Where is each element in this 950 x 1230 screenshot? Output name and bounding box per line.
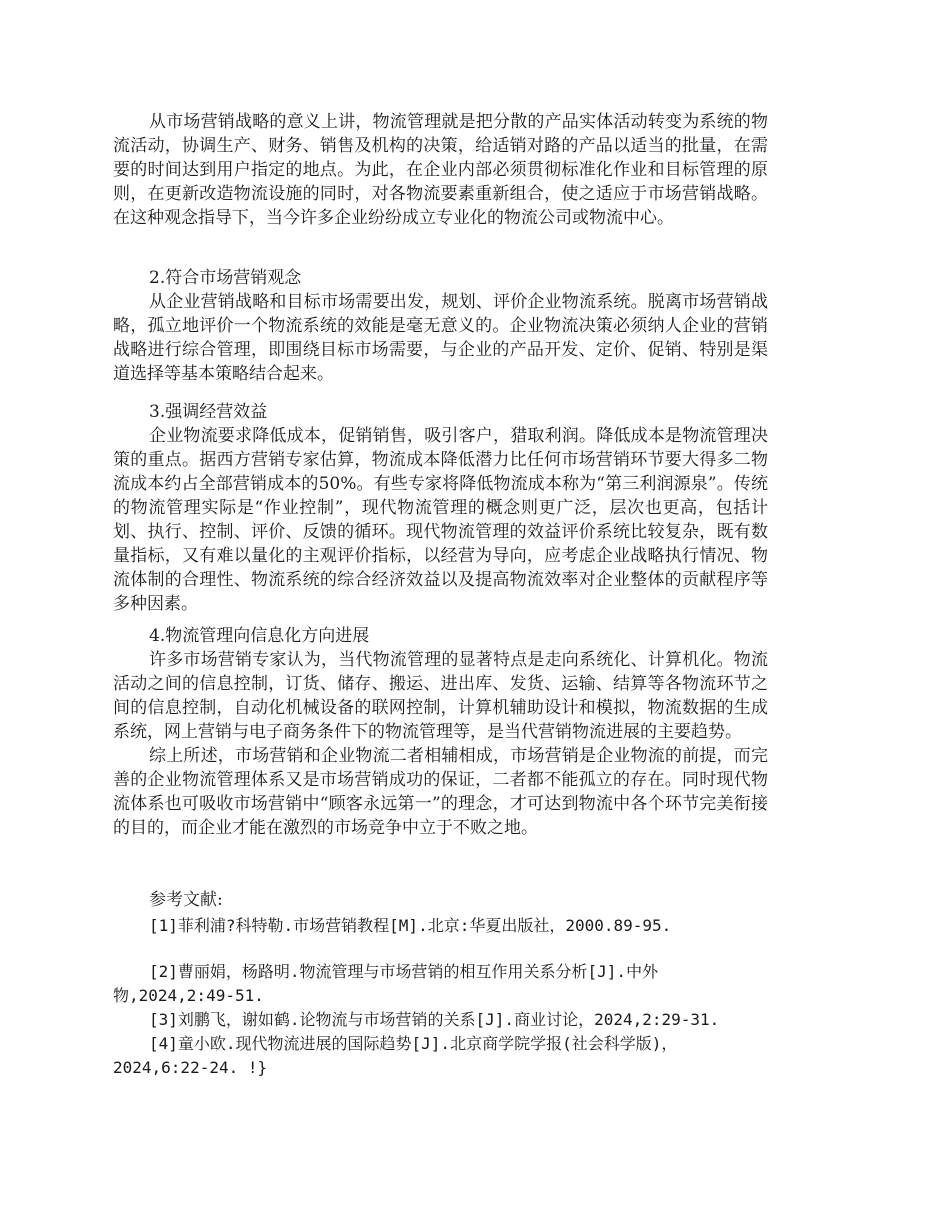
- section-heading: 4.物流管理向信息化方向进展: [149, 626, 370, 646]
- references-title: 参考文献:: [149, 890, 223, 910]
- paragraph: 综上所述，市场营销和企业物流二者相辅相成，市场营销是企业物流的前提，而完善的企业物流管理体系又是市场营销成功的保证，二者都不能孤立的存在。同时现代物流体系也可吸收市场营销中“顾客永远第一”的理念，才可达到物流中各个环节完美衔接的目的，而企业才能在激烈的市场竞争中立于不败之地。: [113, 746, 768, 838]
- section-2: [113, 266, 768, 386]
- section-4: [113, 624, 768, 840]
- reference-item: [4]童小欧.现代物流进展的国际趋势[J].北京商学院学报(社会科学版)，2024,6:22-24. !}: [113, 1034, 678, 1077]
- section-heading: 3.强调经营效益: [149, 402, 268, 422]
- section-intro: [113, 110, 768, 230]
- reference-item: [3]刘鹏飞，谢如鹤.论物流与市场营销的关系[J].商业讨论，2024,2:29-31.: [149, 1010, 720, 1029]
- paragraph: 许多市场营销专家认为，当代物流管理的显著特点是走向系统化、计算机化。物流活动之间的信息控制，订货、储存、搬运、进出库、发货、运输、结算等各物流环节之间的信息控制，自动化机械设备的联网控制，计算机辅助设计和模拟，物流数据的生成系统，网上营销与电子商务条件下的物流管理等，是当代营销物流进展的主要趋势。: [113, 650, 768, 742]
- reference-item: [1]菲利浦?科特勒.市场营销教程[M].北京:华夏出版社，2000.89-95.: [149, 916, 672, 935]
- paragraph: 从市场营销战略的意义上讲，物流管理就是把分散的产品实体活动转变为系统的物流活动，协调生产、财务、销售及机构的决策，给适销对路的产品以适当的批量，在需要的时间达到用户指定的地点。为此，在企业内部必须贯彻标准化作业和目标管理的原则，在更新改造物流设施的同时，对各物流要素重新组合，使之适应于市场营销战略。在这种观念指导下，当今许多企业纷纷成立专业化的物流公司或物流中心。: [113, 112, 768, 228]
- paragraph: 从企业营销战略和目标市场需要出发，规划、评价企业物流系统。脱离市场营销战略，孤立地评价一个物流系统的效能是毫无意义的。企业物流决策必须纳人企业的营销战略进行综合管理，即围绕目标市场需要，与企业的产品开发、定价、促销、特别是渠道选择等基本策略结合起来。: [113, 292, 768, 384]
- section-3: [113, 400, 768, 616]
- reference-item: [2]曹丽娟，杨路明.物流管理与市场营销的相互作用关系分析[J].中外物,2024,2:49-51.: [113, 962, 659, 1005]
- references: [113, 888, 768, 1080]
- paragraph: 企业物流要求降低成本，促销销售，吸引客户，猎取利润。降低成本是物流管理决策的重点。据西方营销专家估算，物流成本降低潜力比任何市场营销环节要大得多二物流成本约占全部营销成本的50%。有些专家将降低物流成本称为“第三利润源泉”。传统的物流管理实际是“作业控制”，现代物流管理的概念则更广泛，层次也更高，包括计划、执行、控制、评价、反馈的循环。现代物流管理的效益评价系统比较复杂，既有数量指标，又有难以量化的主观评价指标，以经营为导向，应考虑企业战略执行情况、物流体制的合理性、物流系统的综合经济效益以及提高物流效率对企业整体的贡献程序等多种因素。: [113, 426, 768, 614]
- section-heading: 2.符合市场营销观念: [149, 268, 302, 288]
